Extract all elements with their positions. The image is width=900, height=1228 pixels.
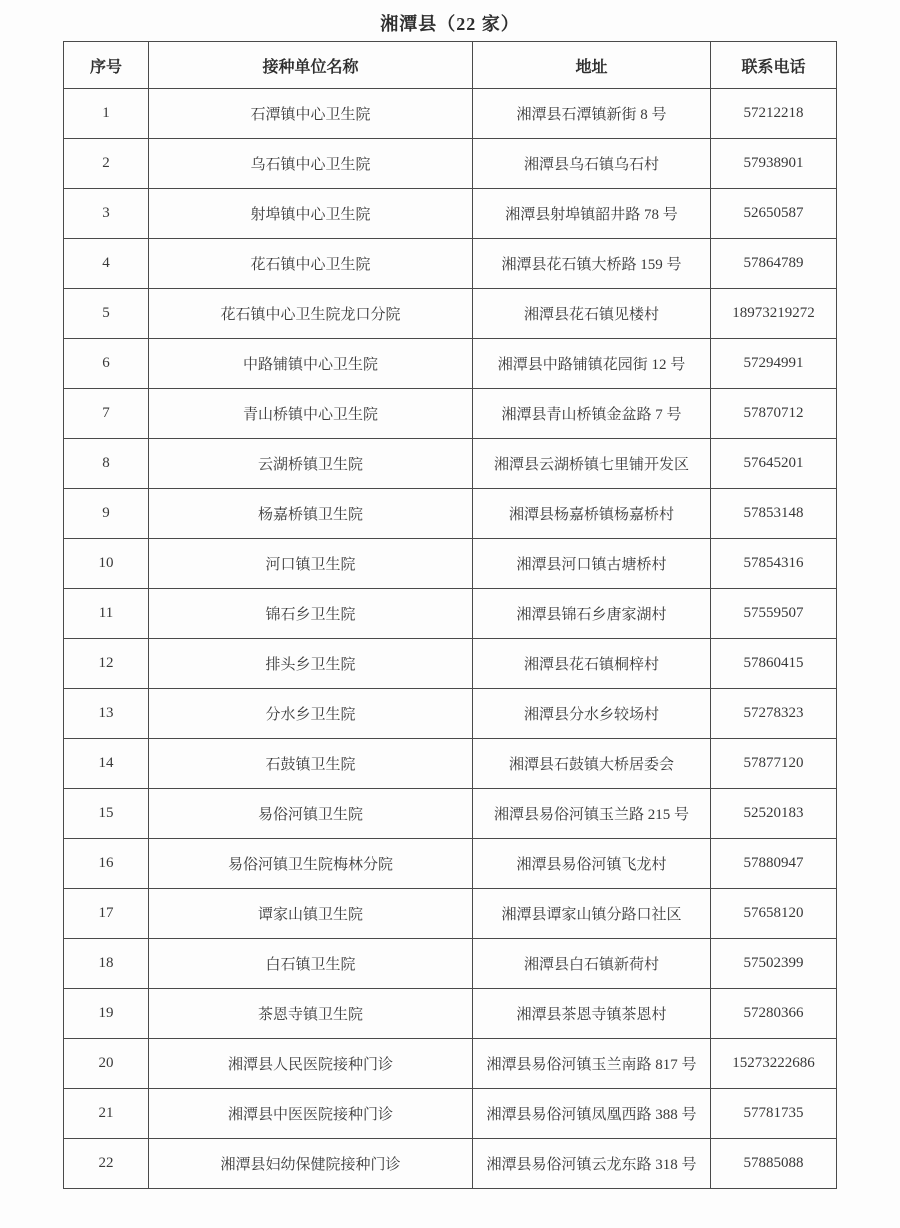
cell-no: 4: [64, 239, 149, 289]
cell-no: 7: [64, 389, 149, 439]
cell-no: 14: [64, 739, 149, 789]
cell-no: 16: [64, 839, 149, 889]
cell-name: 谭家山镇卫生院: [149, 889, 473, 939]
cell-address: 湘潭县石鼓镇大桥居委会: [473, 739, 711, 789]
cell-phone: 57645201: [711, 439, 837, 489]
cell-name: 花石镇中心卫生院龙口分院: [149, 289, 473, 339]
cell-no: 22: [64, 1139, 149, 1189]
cell-address: 湘潭县射埠镇韶井路 78 号: [473, 189, 711, 239]
cell-phone: 57885088: [711, 1139, 837, 1189]
cell-phone: 57658120: [711, 889, 837, 939]
table-row: [64, 939, 837, 989]
table-row: [64, 539, 837, 589]
cell-no: 2: [64, 139, 149, 189]
table-row: [64, 1089, 837, 1139]
table-row: [64, 439, 837, 489]
cell-phone: 57880947: [711, 839, 837, 889]
cell-address: 湘潭县易俗河镇玉兰南路 817 号: [473, 1039, 711, 1089]
cell-no: 1: [64, 89, 149, 139]
cell-name: 乌石镇中心卫生院: [149, 139, 473, 189]
cell-name: 石鼓镇卫生院: [149, 739, 473, 789]
table-row: [64, 789, 837, 839]
table-row: [64, 1139, 837, 1189]
column-header-name: 接种单位名称: [149, 42, 473, 89]
cell-no: 6: [64, 339, 149, 389]
table-row: [64, 489, 837, 539]
cell-address: 湘潭县乌石镇乌石村: [473, 139, 711, 189]
table-row: [64, 989, 837, 1039]
cell-no: 5: [64, 289, 149, 339]
cell-name: 河口镇卫生院: [149, 539, 473, 589]
cell-name: 中路铺镇中心卫生院: [149, 339, 473, 389]
cell-name: 花石镇中心卫生院: [149, 239, 473, 289]
cell-no: 20: [64, 1039, 149, 1089]
cell-address: 湘潭县白石镇新荷村: [473, 939, 711, 989]
table-body: [64, 89, 837, 1189]
table-row: [64, 339, 837, 389]
cell-name: 杨嘉桥镇卫生院: [149, 489, 473, 539]
cell-address: 湘潭县河口镇古塘桥村: [473, 539, 711, 589]
table-row: [64, 689, 837, 739]
cell-address: 湘潭县分水乡较场村: [473, 689, 711, 739]
cell-address: 湘潭县青山桥镇金盆路 7 号: [473, 389, 711, 439]
cell-name: 青山桥镇中心卫生院: [149, 389, 473, 439]
cell-address: 湘潭县锦石乡唐家湖村: [473, 589, 711, 639]
cell-name: 锦石乡卫生院: [149, 589, 473, 639]
cell-phone: 57278323: [711, 689, 837, 739]
cell-phone: 57294991: [711, 339, 837, 389]
table-header-row: [64, 42, 837, 89]
table-row: [64, 389, 837, 439]
cell-address: 湘潭县杨嘉桥镇杨嘉桥村: [473, 489, 711, 539]
cell-phone: 57860415: [711, 639, 837, 689]
cell-name: 排头乡卫生院: [149, 639, 473, 689]
cell-no: 17: [64, 889, 149, 939]
cell-address: 湘潭县易俗河镇飞龙村: [473, 839, 711, 889]
cell-phone: 57864789: [711, 239, 837, 289]
cell-address: 湘潭县茶恩寺镇茶恩村: [473, 989, 711, 1039]
cell-phone: 57781735: [711, 1089, 837, 1139]
cell-name: 湘潭县中医医院接种门诊: [149, 1089, 473, 1139]
cell-address: 湘潭县花石镇桐梓村: [473, 639, 711, 689]
table-row: [64, 739, 837, 789]
cell-address: 湘潭县花石镇大桥路 159 号: [473, 239, 711, 289]
table-row: [64, 239, 837, 289]
cell-phone: 15273222686: [711, 1039, 837, 1089]
table-row: [64, 839, 837, 889]
table-row: [64, 589, 837, 639]
cell-address: 湘潭县易俗河镇云龙东路 318 号: [473, 1139, 711, 1189]
cell-phone: 57938901: [711, 139, 837, 189]
cell-no: 9: [64, 489, 149, 539]
column-header-no: 序号: [64, 42, 149, 89]
cell-phone: 57870712: [711, 389, 837, 439]
cell-phone: 57559507: [711, 589, 837, 639]
cell-address: 湘潭县石潭镇新街 8 号: [473, 89, 711, 139]
cell-name: 湘潭县人民医院接种门诊: [149, 1039, 473, 1089]
cell-address: 湘潭县云湖桥镇七里铺开发区: [473, 439, 711, 489]
cell-phone: 18973219272: [711, 289, 837, 339]
table-row: [64, 139, 837, 189]
vaccination-units-table: [63, 41, 837, 1189]
cell-address: 湘潭县易俗河镇玉兰路 215 号: [473, 789, 711, 839]
cell-name: 射埠镇中心卫生院: [149, 189, 473, 239]
cell-address: 湘潭县花石镇见楼村: [473, 289, 711, 339]
page-title: 湘潭县（22 家）: [380, 14, 520, 34]
cell-no: 11: [64, 589, 149, 639]
cell-phone: 57502399: [711, 939, 837, 989]
table-row: [64, 189, 837, 239]
cell-name: 茶恩寺镇卫生院: [149, 989, 473, 1039]
cell-no: 19: [64, 989, 149, 1039]
cell-name: 白石镇卫生院: [149, 939, 473, 989]
table-row: [64, 289, 837, 339]
cell-phone: 57877120: [711, 739, 837, 789]
cell-phone: 52520183: [711, 789, 837, 839]
cell-no: 3: [64, 189, 149, 239]
cell-no: 12: [64, 639, 149, 689]
table-row: [64, 1039, 837, 1089]
cell-no: 18: [64, 939, 149, 989]
cell-name: 石潭镇中心卫生院: [149, 89, 473, 139]
cell-address: 湘潭县中路铺镇花园街 12 号: [473, 339, 711, 389]
cell-no: 15: [64, 789, 149, 839]
column-header-phone: 联系电话: [711, 42, 837, 89]
cell-name: 云湖桥镇卫生院: [149, 439, 473, 489]
cell-address: 湘潭县易俗河镇凤凰西路 388 号: [473, 1089, 711, 1139]
table-row: [64, 89, 837, 139]
cell-name: 分水乡卫生院: [149, 689, 473, 739]
cell-name: 易俗河镇卫生院: [149, 789, 473, 839]
cell-no: 13: [64, 689, 149, 739]
table-header: [64, 42, 837, 89]
cell-no: 21: [64, 1089, 149, 1139]
cell-no: 10: [64, 539, 149, 589]
cell-name: 湘潭县妇幼保健院接种门诊: [149, 1139, 473, 1189]
cell-no: 8: [64, 439, 149, 489]
table-row: [64, 639, 837, 689]
cell-name: 易俗河镇卫生院梅林分院: [149, 839, 473, 889]
table-row: [64, 889, 837, 939]
cell-phone: 57280366: [711, 989, 837, 1039]
column-header-address: 地址: [473, 42, 711, 89]
cell-phone: 57212218: [711, 89, 837, 139]
cell-phone: 52650587: [711, 189, 837, 239]
cell-address: 湘潭县谭家山镇分路口社区: [473, 889, 711, 939]
cell-phone: 57854316: [711, 539, 837, 589]
cell-phone: 57853148: [711, 489, 837, 539]
